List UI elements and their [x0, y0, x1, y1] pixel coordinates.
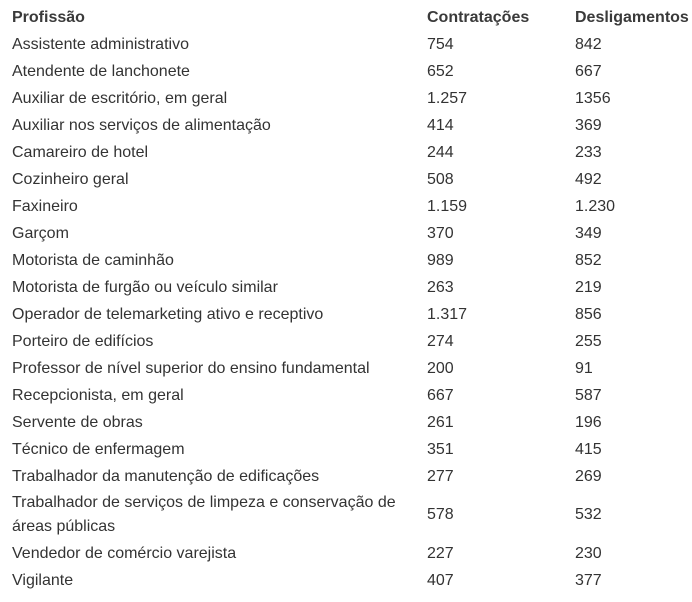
- cell-hires: 578: [427, 506, 454, 523]
- cell-profession: Porteiro de edifícios: [12, 332, 154, 350]
- table-row: [0, 139, 692, 166]
- cell-dismissals: 667: [575, 62, 602, 80]
- cell-dismissals: 349: [575, 224, 602, 242]
- cell-profession: Operador de telemarketing ativo e receptivo: [12, 305, 324, 323]
- cell-profession: Vendedor de comércio varejista: [12, 544, 237, 562]
- cell-dismissals: 255: [575, 332, 602, 350]
- cell-dismissals: 415: [575, 440, 602, 458]
- cell-profession: Recepcionista, em geral: [12, 386, 184, 404]
- cell-dismissals: 230: [575, 544, 602, 562]
- cell-profession: Vigilante: [12, 571, 74, 589]
- cell-profession: Garçom: [12, 224, 69, 242]
- cell-profession: Assistente administrativo: [12, 35, 189, 53]
- cell-dismissals: 852: [575, 251, 602, 269]
- table-row: [0, 166, 692, 193]
- cell-hires: 1.257: [427, 89, 468, 107]
- header-row: [0, 4, 692, 31]
- cell-dismissals: 842: [575, 35, 602, 53]
- cell-hires: 261: [427, 413, 454, 431]
- cell-hires: 277: [427, 467, 454, 485]
- table-row: [0, 382, 692, 409]
- cell-profession: Cozinheiro geral: [12, 170, 129, 188]
- table-row: [0, 328, 692, 355]
- cell-dismissals: 492: [575, 170, 602, 188]
- cell-profession: Auxiliar nos serviços de alimentação: [12, 116, 271, 134]
- cell-profession: Professor de nível superior do ensino fundamental: [12, 359, 370, 377]
- cell-dismissals: 196: [575, 413, 602, 431]
- table-row: [0, 220, 692, 247]
- cell-hires: 667: [427, 386, 454, 404]
- cell-hires: 244: [427, 143, 454, 161]
- cell-hires: 407: [427, 571, 454, 589]
- cell-dismissals: 269: [575, 467, 602, 485]
- table-row: [0, 436, 692, 463]
- table-row: [0, 247, 692, 274]
- cell-hires: 1.159: [427, 197, 468, 215]
- cell-dismissals: 532: [575, 506, 602, 523]
- cell-profession: Trabalhador da manutenção de edificações: [12, 467, 320, 485]
- cell-hires: 754: [427, 35, 454, 53]
- cell-dismissals: 587: [575, 386, 602, 404]
- cell-hires: 508: [427, 170, 454, 188]
- column-header-dismissals: Desligamentos: [575, 8, 689, 26]
- table-row: [0, 301, 692, 328]
- table-row: [0, 112, 692, 139]
- cell-dismissals: 856: [575, 305, 602, 323]
- cell-profession: Camareiro de hotel: [12, 143, 149, 161]
- column-header-hires: Contratações: [427, 8, 530, 26]
- table-row: [0, 274, 692, 301]
- cell-profession: Trabalhador de serviços de limpeza e conservação de áreas públicas: [12, 494, 396, 535]
- cell-dismissals: 377: [575, 571, 602, 589]
- cell-hires: 263: [427, 278, 454, 296]
- cell-hires: 351: [427, 440, 454, 458]
- cell-profession: Auxiliar de escritório, em geral: [12, 89, 228, 107]
- cell-dismissals: 219: [575, 278, 602, 296]
- cell-profession: Atendente de lanchonete: [12, 62, 190, 80]
- table-row: [0, 567, 692, 594]
- cell-dismissals: 1.230: [575, 197, 616, 215]
- cell-hires: 274: [427, 332, 454, 350]
- cell-profession: Motorista de furgão ou veículo similar: [12, 278, 278, 296]
- table-row: [0, 540, 692, 567]
- cell-dismissals: 369: [575, 116, 602, 134]
- table-body: [0, 31, 692, 594]
- cell-hires: 200: [427, 359, 454, 377]
- table-row: [0, 31, 692, 58]
- cell-profession: Técnico de enfermagem: [12, 440, 185, 458]
- cell-profession: Faxineiro: [12, 197, 78, 215]
- column-header-profession: Profissão: [12, 8, 85, 26]
- cell-hires: 227: [427, 544, 454, 562]
- table-row: [0, 58, 692, 85]
- table-row: [0, 490, 692, 540]
- cell-profession: Motorista de caminhão: [12, 251, 174, 269]
- cell-hires: 652: [427, 62, 454, 80]
- table-header: [0, 4, 692, 31]
- table-row: [0, 193, 692, 220]
- table-row: [0, 355, 692, 382]
- cell-hires: 414: [427, 116, 454, 134]
- cell-dismissals: 91: [575, 359, 593, 377]
- table-row: [0, 85, 692, 112]
- cell-hires: 370: [427, 224, 454, 242]
- profession-table: [0, 4, 692, 594]
- cell-profession: Servente de obras: [12, 413, 143, 431]
- cell-hires: 989: [427, 251, 454, 269]
- cell-hires: 1.317: [427, 305, 468, 323]
- table-row: [0, 409, 692, 436]
- cell-dismissals: 1356: [575, 89, 611, 107]
- table-row: [0, 463, 692, 490]
- cell-dismissals: 233: [575, 143, 602, 161]
